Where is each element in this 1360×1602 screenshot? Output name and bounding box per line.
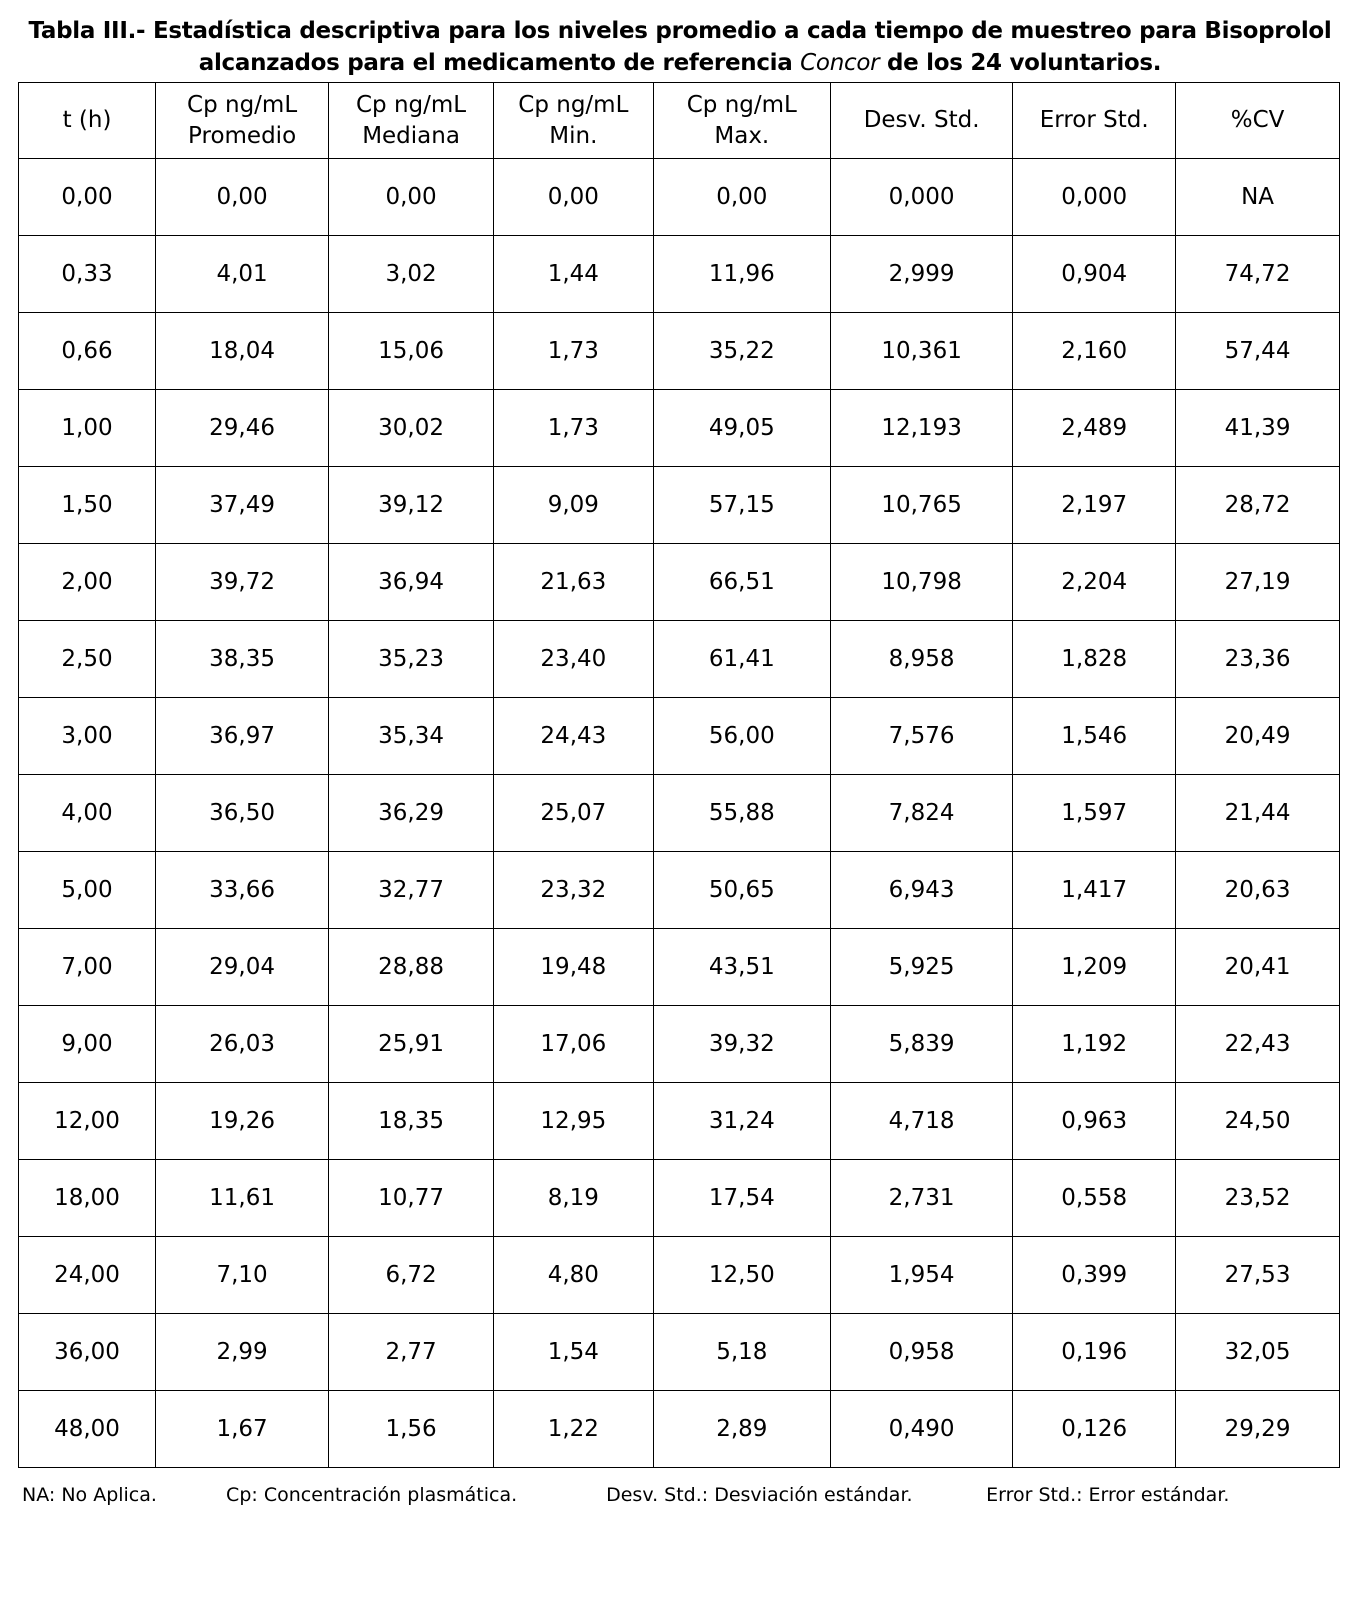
table-cell: 32,77 xyxy=(329,852,494,929)
table-cell: 0,558 xyxy=(1013,1160,1176,1237)
table-cell: 7,00 xyxy=(19,929,156,1006)
table-cell: 1,209 xyxy=(1013,929,1176,1006)
table-cell: NA xyxy=(1176,159,1340,236)
table-cell: 39,72 xyxy=(156,544,329,621)
table-row xyxy=(19,1006,1340,1083)
table-row xyxy=(19,1237,1340,1314)
table-cell: 7,10 xyxy=(156,1237,329,1314)
table-row xyxy=(19,467,1340,544)
table-cell: 25,07 xyxy=(494,775,654,852)
table-cell: 2,160 xyxy=(1013,313,1176,390)
table-caption xyxy=(10,14,1350,80)
table-cell: 2,204 xyxy=(1013,544,1176,621)
table-cell: 1,44 xyxy=(494,236,654,313)
table-cell: 36,00 xyxy=(19,1314,156,1391)
table-cell: 4,01 xyxy=(156,236,329,313)
table-cell: 15,06 xyxy=(329,313,494,390)
caption-drug-name: Concor xyxy=(800,50,880,76)
table-cell: 32,05 xyxy=(1176,1314,1340,1391)
table-cell: 9,00 xyxy=(19,1006,156,1083)
table-cell: 19,48 xyxy=(494,929,654,1006)
table-cell: 1,67 xyxy=(156,1391,329,1468)
table-cell: 1,828 xyxy=(1013,621,1176,698)
table-cell: 12,50 xyxy=(653,1237,830,1314)
table-cell: 1,192 xyxy=(1013,1006,1176,1083)
table-row xyxy=(19,313,1340,390)
column-header-line-1: Cp ng/mL xyxy=(686,91,797,118)
table-cell: 0,126 xyxy=(1013,1391,1176,1468)
table-cell: 55,88 xyxy=(653,775,830,852)
table-cell: 5,839 xyxy=(830,1006,1012,1083)
column-header xyxy=(494,83,654,159)
column-header-line-1: Error Std. xyxy=(1039,107,1149,133)
table-cell: 1,54 xyxy=(494,1314,654,1391)
table-cell: 24,50 xyxy=(1176,1083,1340,1160)
table-cell: 33,66 xyxy=(156,852,329,929)
table-cell: 66,51 xyxy=(653,544,830,621)
table-cell: 18,35 xyxy=(329,1083,494,1160)
table-cell: 20,63 xyxy=(1176,852,1340,929)
table-cell: 1,50 xyxy=(19,467,156,544)
table-cell: 3,02 xyxy=(329,236,494,313)
table-cell: 12,00 xyxy=(19,1083,156,1160)
table-row xyxy=(19,929,1340,1006)
table-cell: 10,361 xyxy=(830,313,1012,390)
table-cell: 56,00 xyxy=(653,698,830,775)
table-cell: 5,18 xyxy=(653,1314,830,1391)
table-cell: 24,43 xyxy=(494,698,654,775)
table-row xyxy=(19,544,1340,621)
table-cell: 25,91 xyxy=(329,1006,494,1083)
column-header-line-1: %CV xyxy=(1230,107,1285,133)
table-cell: 23,32 xyxy=(494,852,654,929)
table-cell: 50,65 xyxy=(653,852,830,929)
table-cell: 2,77 xyxy=(329,1314,494,1391)
table-cell: 20,41 xyxy=(1176,929,1340,1006)
table-cell: 28,72 xyxy=(1176,467,1340,544)
table-cell: 36,94 xyxy=(329,544,494,621)
table-cell: 2,489 xyxy=(1013,390,1176,467)
table-cell: 4,80 xyxy=(494,1237,654,1314)
table-cell: 0,00 xyxy=(19,159,156,236)
table-cell: 0,66 xyxy=(19,313,156,390)
table-row xyxy=(19,775,1340,852)
table-cell: 4,00 xyxy=(19,775,156,852)
table-cell: 1,73 xyxy=(494,390,654,467)
column-header-line-1: Cp ng/mL xyxy=(356,91,467,118)
table-cell: 26,03 xyxy=(156,1006,329,1083)
table-cell: 0,00 xyxy=(494,159,654,236)
column-header-line-1: Cp ng/mL xyxy=(518,91,629,118)
table-cell: 1,22 xyxy=(494,1391,654,1468)
table-cell: 2,197 xyxy=(1013,467,1176,544)
table-cell: 74,72 xyxy=(1176,236,1340,313)
table-cell: 12,95 xyxy=(494,1083,654,1160)
table-row xyxy=(19,390,1340,467)
table-cell: 17,06 xyxy=(494,1006,654,1083)
column-header-line-1: Cp ng/mL xyxy=(187,91,298,118)
table-row xyxy=(19,1314,1340,1391)
table-cell: 57,15 xyxy=(653,467,830,544)
caption-line-1: Tabla III.- Estadística descriptiva para los niveles promedio a cada tiempo de muestreo para Bisoprolol xyxy=(28,18,1332,44)
table-header xyxy=(19,83,1340,159)
table-cell: 27,53 xyxy=(1176,1237,1340,1314)
column-header xyxy=(19,83,156,159)
table-cell: 21,63 xyxy=(494,544,654,621)
table-cell: 2,89 xyxy=(653,1391,830,1468)
table-cell: 3,00 xyxy=(19,698,156,775)
table-cell: 28,88 xyxy=(329,929,494,1006)
footnote-na: NA: No Aplica. xyxy=(22,1484,157,1506)
column-header xyxy=(329,83,494,159)
table-cell: 18,04 xyxy=(156,313,329,390)
table-cell: 38,35 xyxy=(156,621,329,698)
table-cell: 0,00 xyxy=(329,159,494,236)
table-cell: 35,23 xyxy=(329,621,494,698)
table-cell: 5,925 xyxy=(830,929,1012,1006)
table-row xyxy=(19,236,1340,313)
column-header-line-2: Promedio xyxy=(188,122,297,149)
table-cell: 18,00 xyxy=(19,1160,156,1237)
footnote-desv-std: Desv. Std.: Desviación estándar. xyxy=(606,1484,913,1506)
table-cell: 8,958 xyxy=(830,621,1012,698)
table-cell: 0,000 xyxy=(830,159,1012,236)
table-cell: 0,963 xyxy=(1013,1083,1176,1160)
table-cell: 2,50 xyxy=(19,621,156,698)
table-cell: 1,954 xyxy=(830,1237,1012,1314)
table-cell: 6,72 xyxy=(329,1237,494,1314)
table-row xyxy=(19,1160,1340,1237)
table-cell: 61,41 xyxy=(653,621,830,698)
table-cell: 9,09 xyxy=(494,467,654,544)
table-cell: 5,00 xyxy=(19,852,156,929)
table-cell: 4,718 xyxy=(830,1083,1012,1160)
table-cell: 17,54 xyxy=(653,1160,830,1237)
column-header xyxy=(156,83,329,159)
table-cell: 10,798 xyxy=(830,544,1012,621)
column-header xyxy=(1013,83,1176,159)
table-cell: 49,05 xyxy=(653,390,830,467)
column-header-line-1: t (h) xyxy=(62,107,112,133)
table-cell: 35,22 xyxy=(653,313,830,390)
footnote-error-std: Error Std.: Error estándar. xyxy=(986,1484,1230,1506)
table-cell: 36,97 xyxy=(156,698,329,775)
table-cell: 0,33 xyxy=(19,236,156,313)
table-cell: 10,765 xyxy=(830,467,1012,544)
table-cell: 48,00 xyxy=(19,1391,156,1468)
table-cell: 30,02 xyxy=(329,390,494,467)
table-cell: 1,546 xyxy=(1013,698,1176,775)
footnote-cp: Cp: Concentración plasmática. xyxy=(226,1484,518,1506)
table-cell: 41,39 xyxy=(1176,390,1340,467)
table-cell: 2,731 xyxy=(830,1160,1012,1237)
table-cell: 6,943 xyxy=(830,852,1012,929)
table-cell: 29,46 xyxy=(156,390,329,467)
column-header xyxy=(653,83,830,159)
table-cell: 0,904 xyxy=(1013,236,1176,313)
table-cell: 23,52 xyxy=(1176,1160,1340,1237)
table-cell: 1,00 xyxy=(19,390,156,467)
table-cell: 24,00 xyxy=(19,1237,156,1314)
table-cell: 43,51 xyxy=(653,929,830,1006)
table-cell: 21,44 xyxy=(1176,775,1340,852)
table-cell: 7,576 xyxy=(830,698,1012,775)
statistics-table xyxy=(18,82,1340,1468)
column-header xyxy=(1176,83,1340,159)
table-cell: 36,50 xyxy=(156,775,329,852)
table-cell: 36,29 xyxy=(329,775,494,852)
table-cell: 7,824 xyxy=(830,775,1012,852)
table-cell: 1,417 xyxy=(1013,852,1176,929)
table-cell: 20,49 xyxy=(1176,698,1340,775)
table-cell: 12,193 xyxy=(830,390,1012,467)
table-cell: 2,99 xyxy=(156,1314,329,1391)
table-row xyxy=(19,852,1340,929)
column-header-line-2: Mediana xyxy=(362,122,460,149)
table-row xyxy=(19,159,1340,236)
table-cell: 27,19 xyxy=(1176,544,1340,621)
table-cell: 0,00 xyxy=(156,159,329,236)
table-cell: 8,19 xyxy=(494,1160,654,1237)
caption-line-2 xyxy=(10,46,1350,80)
caption-line-2-end: de los 24 voluntarios. xyxy=(879,50,1162,76)
caption-line-2-start: alcanzados para el medicamento de referencia xyxy=(198,50,801,76)
table-row xyxy=(19,698,1340,775)
table-cell: 2,00 xyxy=(19,544,156,621)
table-cell: 0,958 xyxy=(830,1314,1012,1391)
column-header-line-1: Desv. Std. xyxy=(863,107,980,133)
table-cell: 0,196 xyxy=(1013,1314,1176,1391)
table-cell: 0,399 xyxy=(1013,1237,1176,1314)
table-body xyxy=(19,159,1340,1468)
table-cell: 0,490 xyxy=(830,1391,1012,1468)
column-header-line-2: Max. xyxy=(714,122,770,149)
table-row xyxy=(19,1391,1340,1468)
table-cell: 31,24 xyxy=(653,1083,830,1160)
table-cell: 10,77 xyxy=(329,1160,494,1237)
table-cell: 1,597 xyxy=(1013,775,1176,852)
table-cell: 0,00 xyxy=(653,159,830,236)
table-cell: 1,56 xyxy=(329,1391,494,1468)
table-cell: 57,44 xyxy=(1176,313,1340,390)
table-cell: 23,36 xyxy=(1176,621,1340,698)
header-row xyxy=(19,83,1340,159)
table-cell: 11,96 xyxy=(653,236,830,313)
table-cell: 1,73 xyxy=(494,313,654,390)
column-header-line-2: Min. xyxy=(549,122,598,149)
table-cell: 39,32 xyxy=(653,1006,830,1083)
table-cell: 29,29 xyxy=(1176,1391,1340,1468)
table-cell: 19,26 xyxy=(156,1083,329,1160)
table-cell: 37,49 xyxy=(156,467,329,544)
table-cell: 39,12 xyxy=(329,467,494,544)
table-cell: 11,61 xyxy=(156,1160,329,1237)
table-cell: 29,04 xyxy=(156,929,329,1006)
table-row xyxy=(19,1083,1340,1160)
table-cell: 22,43 xyxy=(1176,1006,1340,1083)
footnotes xyxy=(22,1484,1342,1506)
table-cell: 2,999 xyxy=(830,236,1012,313)
table-cell: 35,34 xyxy=(329,698,494,775)
table-cell: 23,40 xyxy=(494,621,654,698)
column-header xyxy=(830,83,1012,159)
table-cell: 0,000 xyxy=(1013,159,1176,236)
table-row xyxy=(19,621,1340,698)
